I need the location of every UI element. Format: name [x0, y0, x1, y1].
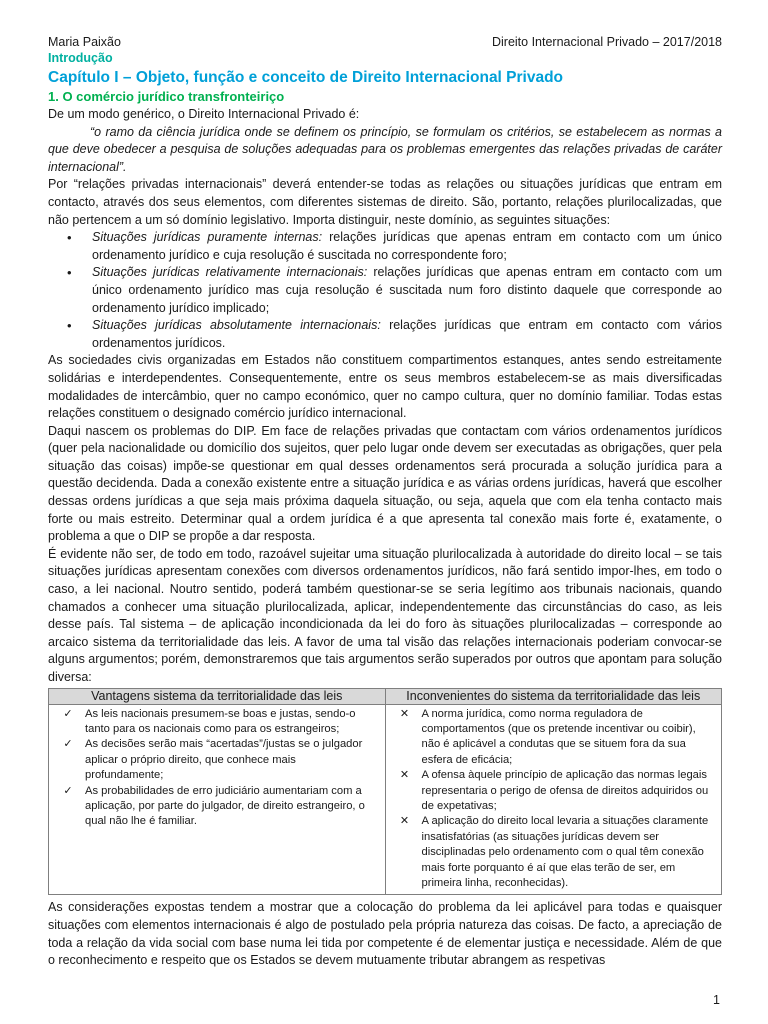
evident-paragraph: É evidente não ser, de todo em todo, razoável sujeitar uma situação plurilocalizada à autoridade do direito local – se tais situações jurídicas apresentam conexões com diversos ordenamentos jurídicos, não fará sentido impor-lhes, em todo o caso, a lei nacional. Noutro sentido, poderá também questionar-se se seria legítimo aos tribunais nacionais, quando chamados a conhecer uma situação plurilocalizada, aplicar, independentemente das circunstâncias do caso, as leis desse país. Tal sistema – de aplicação incondicionada da lei do foro às situações plurilocalizadas – corresponde ao arcaico sistema da territorialidade das leis. A favor de uma tal visão das relações internacionais poderiam convocar-se alguns argumentos; porém, demonstraremos que tais argumentos serão superados por outros que apontam para solução diversa:: [48, 546, 722, 684]
territoriality-table: [48, 688, 722, 896]
disadvantages-header: Inconvenientes do sistema da territorialidade das leis: [385, 688, 722, 704]
subsection-title: 1. O comércio jurídico transfronteiriço: [48, 89, 285, 104]
advantages-header: Vantagens sistema da territorialidade das leis: [49, 688, 386, 704]
list-item: ✕ A ofensa àquele princípio de aplicação das normas legais representaria o perigo de ofensa de direitos adquiridos ou de expetativas;: [390, 768, 718, 814]
advantages-cell: [49, 704, 386, 895]
table-row: [49, 704, 722, 895]
course-title: Direito Internacional Privado – 2017/2018: [491, 35, 722, 49]
final-paragraph: As considerações expostas tendem a mostrar que a colocação do problema da lei aplicável para todas e quaisquer situações com elementos internacionais é algo de postulado pela própria natureza das coisas. De facto, a apreciação de toda a relação da vida social com base numa lei tida por competente é de elementar justiça e necessidade. Além de que o reconhecimento e respeito que os Estados se devem mutuamente tributar abrangem as respetivas: [48, 900, 722, 968]
page-number: 1: [713, 993, 720, 1007]
situations-list: [48, 229, 722, 352]
bullet-text: relações jurídicas que apenas entram em contacto com um único ordenamento jurídico e cuja resolução é suscitada no correspondente foro;: [92, 230, 723, 262]
relations-paragraph: Por “relações privadas internacionais” deverá entender-se todas as relações ou situações jurídicas que entram em contacto, através dos seus elementos, com diferentes sistemas de direito. São, portanto, relações plurilocalizadas, que não pertencem a um só domínio legislativo. Importa distinguir, neste domínio, as seguintes situações:: [48, 177, 722, 227]
list-item: [92, 264, 722, 317]
cross-icon: ✕: [399, 769, 410, 782]
societies-paragraph: As sociedades civis organizadas em Estados não constituem compartimentos estanques, antes sendo estreitamente solidárias e interdependentes. Consequentemente, entre os seus membros estabelecem-se as mais diversificadas modalidades de intercâmbio, quer no campo económico, quer no campo cultura, quer no domínio familiar. Todas estas relações constituem o designado comércio jurídico internacional.: [48, 353, 722, 421]
page-header: [48, 34, 722, 50]
cross-icon: ✕: [399, 815, 410, 828]
list-item: ✕ A norma jurídica, como norma reguladora de comportamentos (que os pretende incentivar ou coibir), não é aplicável a condutas que se situem fora da sua esfera de eficácia;: [390, 707, 718, 769]
list-item: [92, 317, 722, 352]
section-title: Introdução: [48, 51, 113, 65]
cross-icon: ✕: [399, 707, 410, 720]
bullet-text: relações jurídicas que apenas entram em contacto com um único ordenamento jurídico mas cuja resolução é suscitada num foro distinto daquele que corresponde ao ordenamento jurídico implicado;: [92, 265, 723, 315]
checkmark-icon: ✓: [63, 707, 73, 720]
list-item: ✓ As decisões serão mais “acertadas”/justas se o julgador aplicar o próprio direito, que conhece mais profundamente;: [53, 737, 381, 783]
checkmark-icon: ✓: [63, 784, 73, 797]
list-item: ✓ As probabilidades de erro judiciário aumentariam com a aplicação, por parte do julgador, de direito estrangeiro, o qual não lhe é familiar.: [53, 784, 381, 830]
checkmark-icon: ✓: [63, 738, 73, 751]
table-header-row: [49, 688, 722, 704]
bullet-text: relações jurídicas que entram em contacto com vários ordenamentos jurídicos.: [92, 318, 722, 350]
intro-paragraph: De um modo genérico, o Direito Internacional Privado é:: [48, 107, 360, 121]
list-item: [92, 229, 722, 264]
disadvantages-cell: [385, 704, 722, 895]
list-item: ✓ As leis nacionais presumem-se boas e justas, sendo-o tanto para os nacionais como para os estrangeiros;: [53, 707, 381, 738]
bullet-term: Situações jurídicas puramente internas:: [92, 230, 323, 245]
document-page: [48, 34, 722, 970]
bullet-term: Situações jurídicas relativamente internacionais:: [92, 265, 368, 280]
chapter-title: Capítulo I – Objeto, função e conceito de Direito Internacional Privado: [48, 69, 564, 86]
problems-paragraph: Daqui nascem os problemas do DIP. Em face de relações privadas que contactam com vários ordenamentos jurídicos (quer pela nacionalidade ou domicílio dos sujeitos, quer pelo lugar onde devem ser executadas as obrigações, quer pela situação das coisas) impõe-se questionar em qual desses ordenamentos será procurada a solução jurídica para a questão decidenda. Dada a conexão existente entre a situação jurídica e as várias ordens jurídicas, haverá que escolher dessas ordens jurídicas a que seja mais próxima daquela situação, ou seja, aquela que com ela tenha contacto mais forte ou mais estreito. Determinar qual a ordem jurídica é a que apresenta tal conexão mais forte é, exatamente, o problema a que o DIP se propõe a dar resposta.: [48, 423, 722, 544]
list-item: ✕ A aplicação do direito local levaria a situações claramente insatisfatórias (as situações jurídicas devem ser disciplinadas pelo ordenamento com o qual têm conexão mais forte porquanto é aí que elas terão de ser, em primeira linha, reconhecidas).: [390, 814, 718, 891]
author-name: Maria Paixão: [48, 35, 121, 49]
definition-quote: “o ramo da ciência jurídica onde se definem os princípio, se formulam os critérios, se estabelecem as normas a que deve obedecer a pesquisa de soluções adequadas para os problemas emergentes das relações privadas de caráter internacional”.: [48, 124, 722, 174]
bullet-term: Situações jurídicas absolutamente internacionais:: [92, 318, 381, 333]
